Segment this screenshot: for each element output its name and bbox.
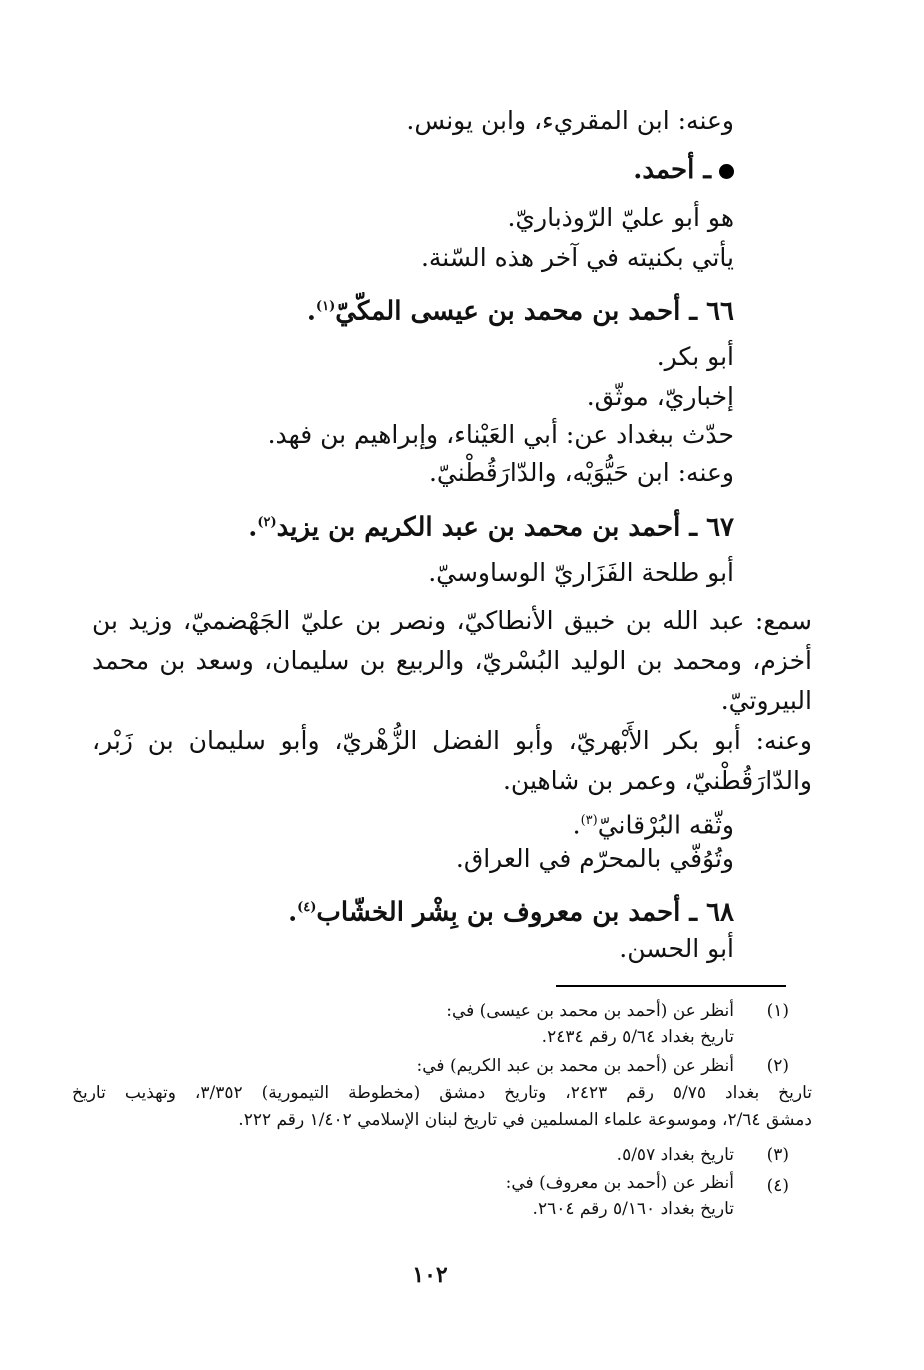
footnote-text: تاريخ بغداد ٥/١٦٠ رقم ٢٦٠٤. <box>532 1199 734 1219</box>
bullet-icon <box>719 164 734 179</box>
text-line: أبو طلحة الفَزَاريّ الوساوسيّ. <box>428 558 734 587</box>
footnote-text: أنظر عن (أحمد بن محمد بن عبد الكريم) في: <box>416 1056 734 1076</box>
text-line: هو أبو عليّ الرّوذباريّ. <box>507 203 734 232</box>
footnote-text: أنظر عن (أحمد بن معروف) في: <box>505 1173 734 1193</box>
text-line: أبو الحسن. <box>619 934 734 963</box>
footnote-number: (٤) <box>766 1176 789 1196</box>
footnote-ref: (١) <box>315 299 336 314</box>
text-line: وعنه: ابن المقريء، وابن يونس. <box>406 106 734 135</box>
page-number: ١٠٢ <box>412 1262 448 1288</box>
footnote-text: تاريخ بغداد ٥/٦٤ رقم ٢٤٣٤. <box>541 1027 734 1047</box>
text-line: يأتي بكنيته في آخر هذه السّنة. <box>420 243 734 272</box>
entry-heading: ٦٦ ـ أحمد بن محمد بن عيسى المكّيّ$^{(١)}$. <box>306 296 734 327</box>
footnote-ref: (٤) <box>297 900 317 915</box>
text-line: سمع: عبد الله بن خبيق الأنطاكيّ، ونصر بن عليّ الجَهْضميّ، وزيد بن <box>92 606 812 635</box>
text-line: وثّقه البُرْقانيّ$^{(٣)}$. <box>572 810 734 840</box>
entry-heading: ٦٧ ـ أحمد بن محمد بن عبد الكريم بن يزيد$^{(٢)}$. <box>248 512 734 543</box>
entry-heading: ـ أحمد. <box>94 155 734 185</box>
footnote-ref: (٣) <box>580 813 598 828</box>
footnote-text: تاريخ بغداد ٥/٧٥ رقم ٢٤٢٣، وتاريخ دمشق (مخطوطة التيمورية) ٣/٣٥٢، وتهذيب تاريخ <box>72 1083 812 1103</box>
footnote-number: (١) <box>766 1001 789 1021</box>
text-line: والدّارَقُطْنيّ، وعمر بن شاهين. <box>502 766 812 795</box>
entry-heading: ٦٨ ـ أحمد بن معروف بن بِشْر الخشّاب$^{(٤)}$. <box>288 897 734 928</box>
text-line: وعنه: أبو بكر الأَبْهريّ، وأبو الفضل الزُّهْريّ، وأبو سليمان بن زَبْر، <box>92 726 812 755</box>
text-line: أخزم، ومحمد بن الوليد البُسْريّ، والربيع بن سليمان، وسعد بن محمد <box>92 646 812 675</box>
text-line: وعنه: ابن حَيُّوَيْه، والدّارَقُطْنيّ. <box>428 458 734 487</box>
footnote-text: تاريخ بغداد ٥/٥٧. <box>616 1145 734 1165</box>
footnote-number: (٢) <box>766 1056 789 1076</box>
footnote-number: (٣) <box>766 1145 789 1165</box>
footnote-ref: (٢) <box>257 515 277 530</box>
text-line: البيروتيّ. <box>720 686 812 715</box>
text-line: وتُوُفّي بالمحرّم في العراق. <box>455 844 734 873</box>
footnote-divider <box>556 985 786 987</box>
text-line: حدّث ببغداد عن: أبي العَيْناء، وإبراهيم بن فهد. <box>267 420 734 449</box>
text-line: إخباريّ، موثّق. <box>586 382 734 411</box>
footnote-text: دمشق ٢/٦٤، وموسوعة علماء المسلمين في تاريخ لبنان الإسلامي ١/٤٠٢ رقم ٢٢٢. <box>238 1110 812 1130</box>
footnote-text: أنظر عن (أحمد بن محمد بن عيسى) في: <box>446 1001 734 1021</box>
text-line: أبو بكر. <box>656 342 734 371</box>
